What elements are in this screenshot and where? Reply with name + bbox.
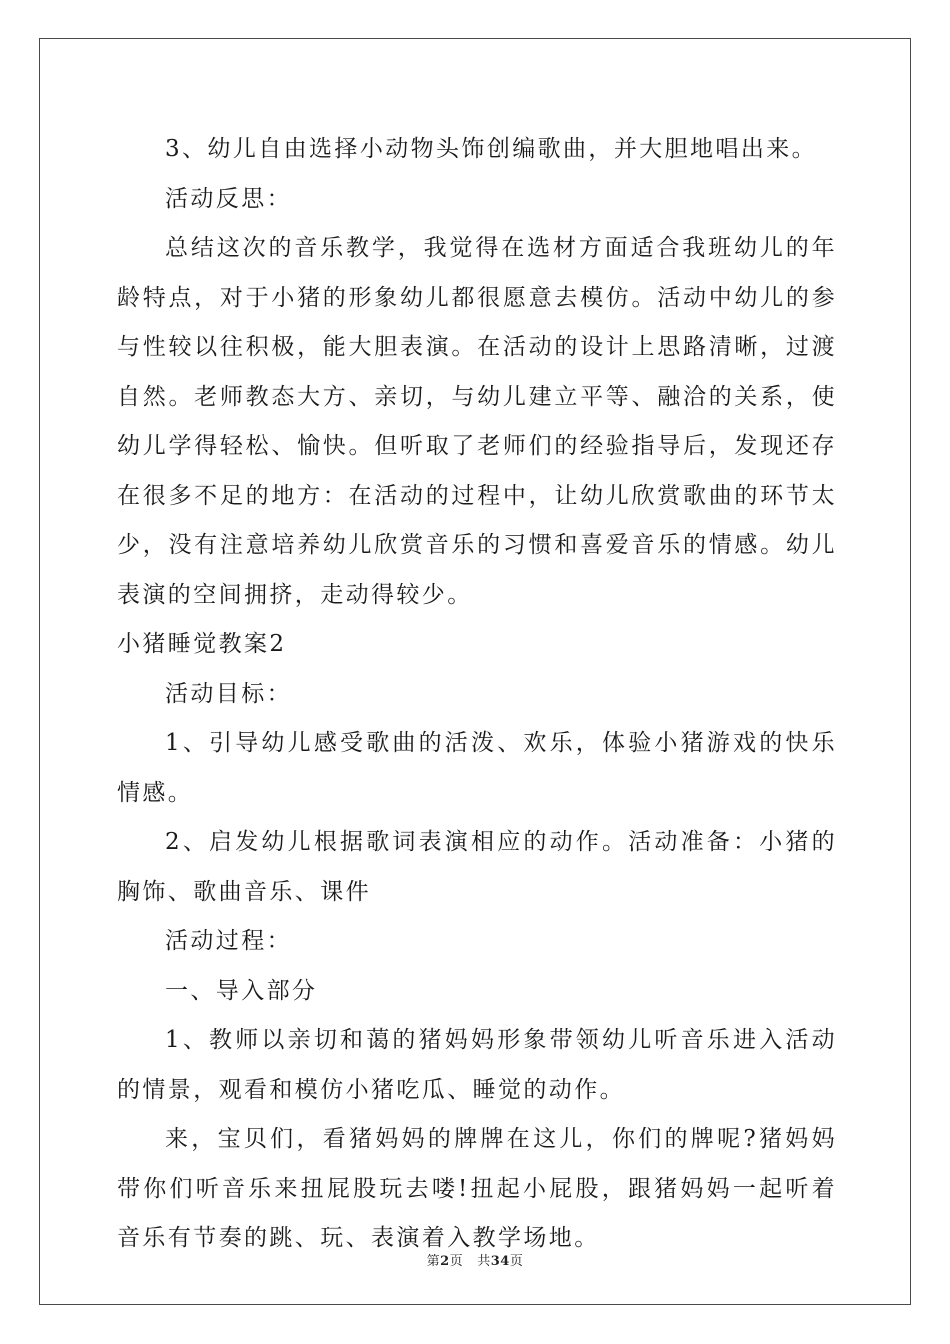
total-suffix: 页	[509, 1254, 524, 1269]
heading-activity-reflection: 活动反思：	[165, 185, 292, 212]
total-prefix: 共	[477, 1254, 491, 1269]
paragraph-goal-1: 1、引导幼儿感受歌曲的活泼、欢乐，体验小猪游戏的快乐情感。	[117, 730, 837, 806]
page-suffix: 页	[449, 1254, 464, 1269]
paragraph-intro-dialogue: 来，宝贝们，看猪妈妈的牌牌在这儿，你们的牌呢?猪妈妈带你们听音乐来扭屁股玩去喽!扭起小屁股，跟猪妈妈一起听着音乐有节奏的跳、玩、表演着入教学场地。	[117, 1126, 837, 1251]
page-prefix: 第	[426, 1254, 441, 1269]
page-footer	[0, 1250, 950, 1269]
paragraph-step-3: 3、幼儿自由选择小动物头饰创编歌曲，并大胆地唱出来。	[165, 136, 818, 162]
heading-intro-section: 一、导入部分	[165, 977, 318, 1004]
total-pages: 34	[490, 1254, 510, 1269]
heading-activity-process: 活动过程：	[165, 928, 292, 954]
paragraph-reflection: 总结这次的音乐教学，我觉得在选材方面适合我班幼儿的年龄特点，对于小猪的形象幼儿都很愿意去模仿。活动中幼儿的参与性较以往积极，能大胆表演。在活动的设计上思路清晰，过渡自然。老师教态大方、亲切，与幼儿建立平等、融洽的关系，使幼儿学得轻松、愉快。但听取了老师们的经验指导后，发现还存在很多不足的地方：在活动的过程中，让幼儿欣赏歌曲的环节太少，没有注意培养幼儿欣赏音乐的习惯和喜爱音乐的情感。幼儿表演的空间拥挤，走动得较少。	[117, 235, 837, 608]
document-body	[117, 125, 837, 1264]
paragraph-intro-step-1: 1、教师以亲切和蔼的猪妈妈形象带领幼儿听音乐进入活动的情景，观看和模仿小猪吃瓜、睡觉的动作。	[117, 1027, 837, 1103]
paragraph-goal-2: 2、启发幼儿根据歌词表演相应的动作。活动准备：小猪的胸饰、歌曲音乐、课件	[117, 829, 837, 905]
heading-activity-goals: 活动目标：	[165, 680, 292, 707]
page-number: 2	[440, 1254, 450, 1269]
section-title-lesson-plan-2: 小猪睡觉教案2	[117, 631, 287, 657]
